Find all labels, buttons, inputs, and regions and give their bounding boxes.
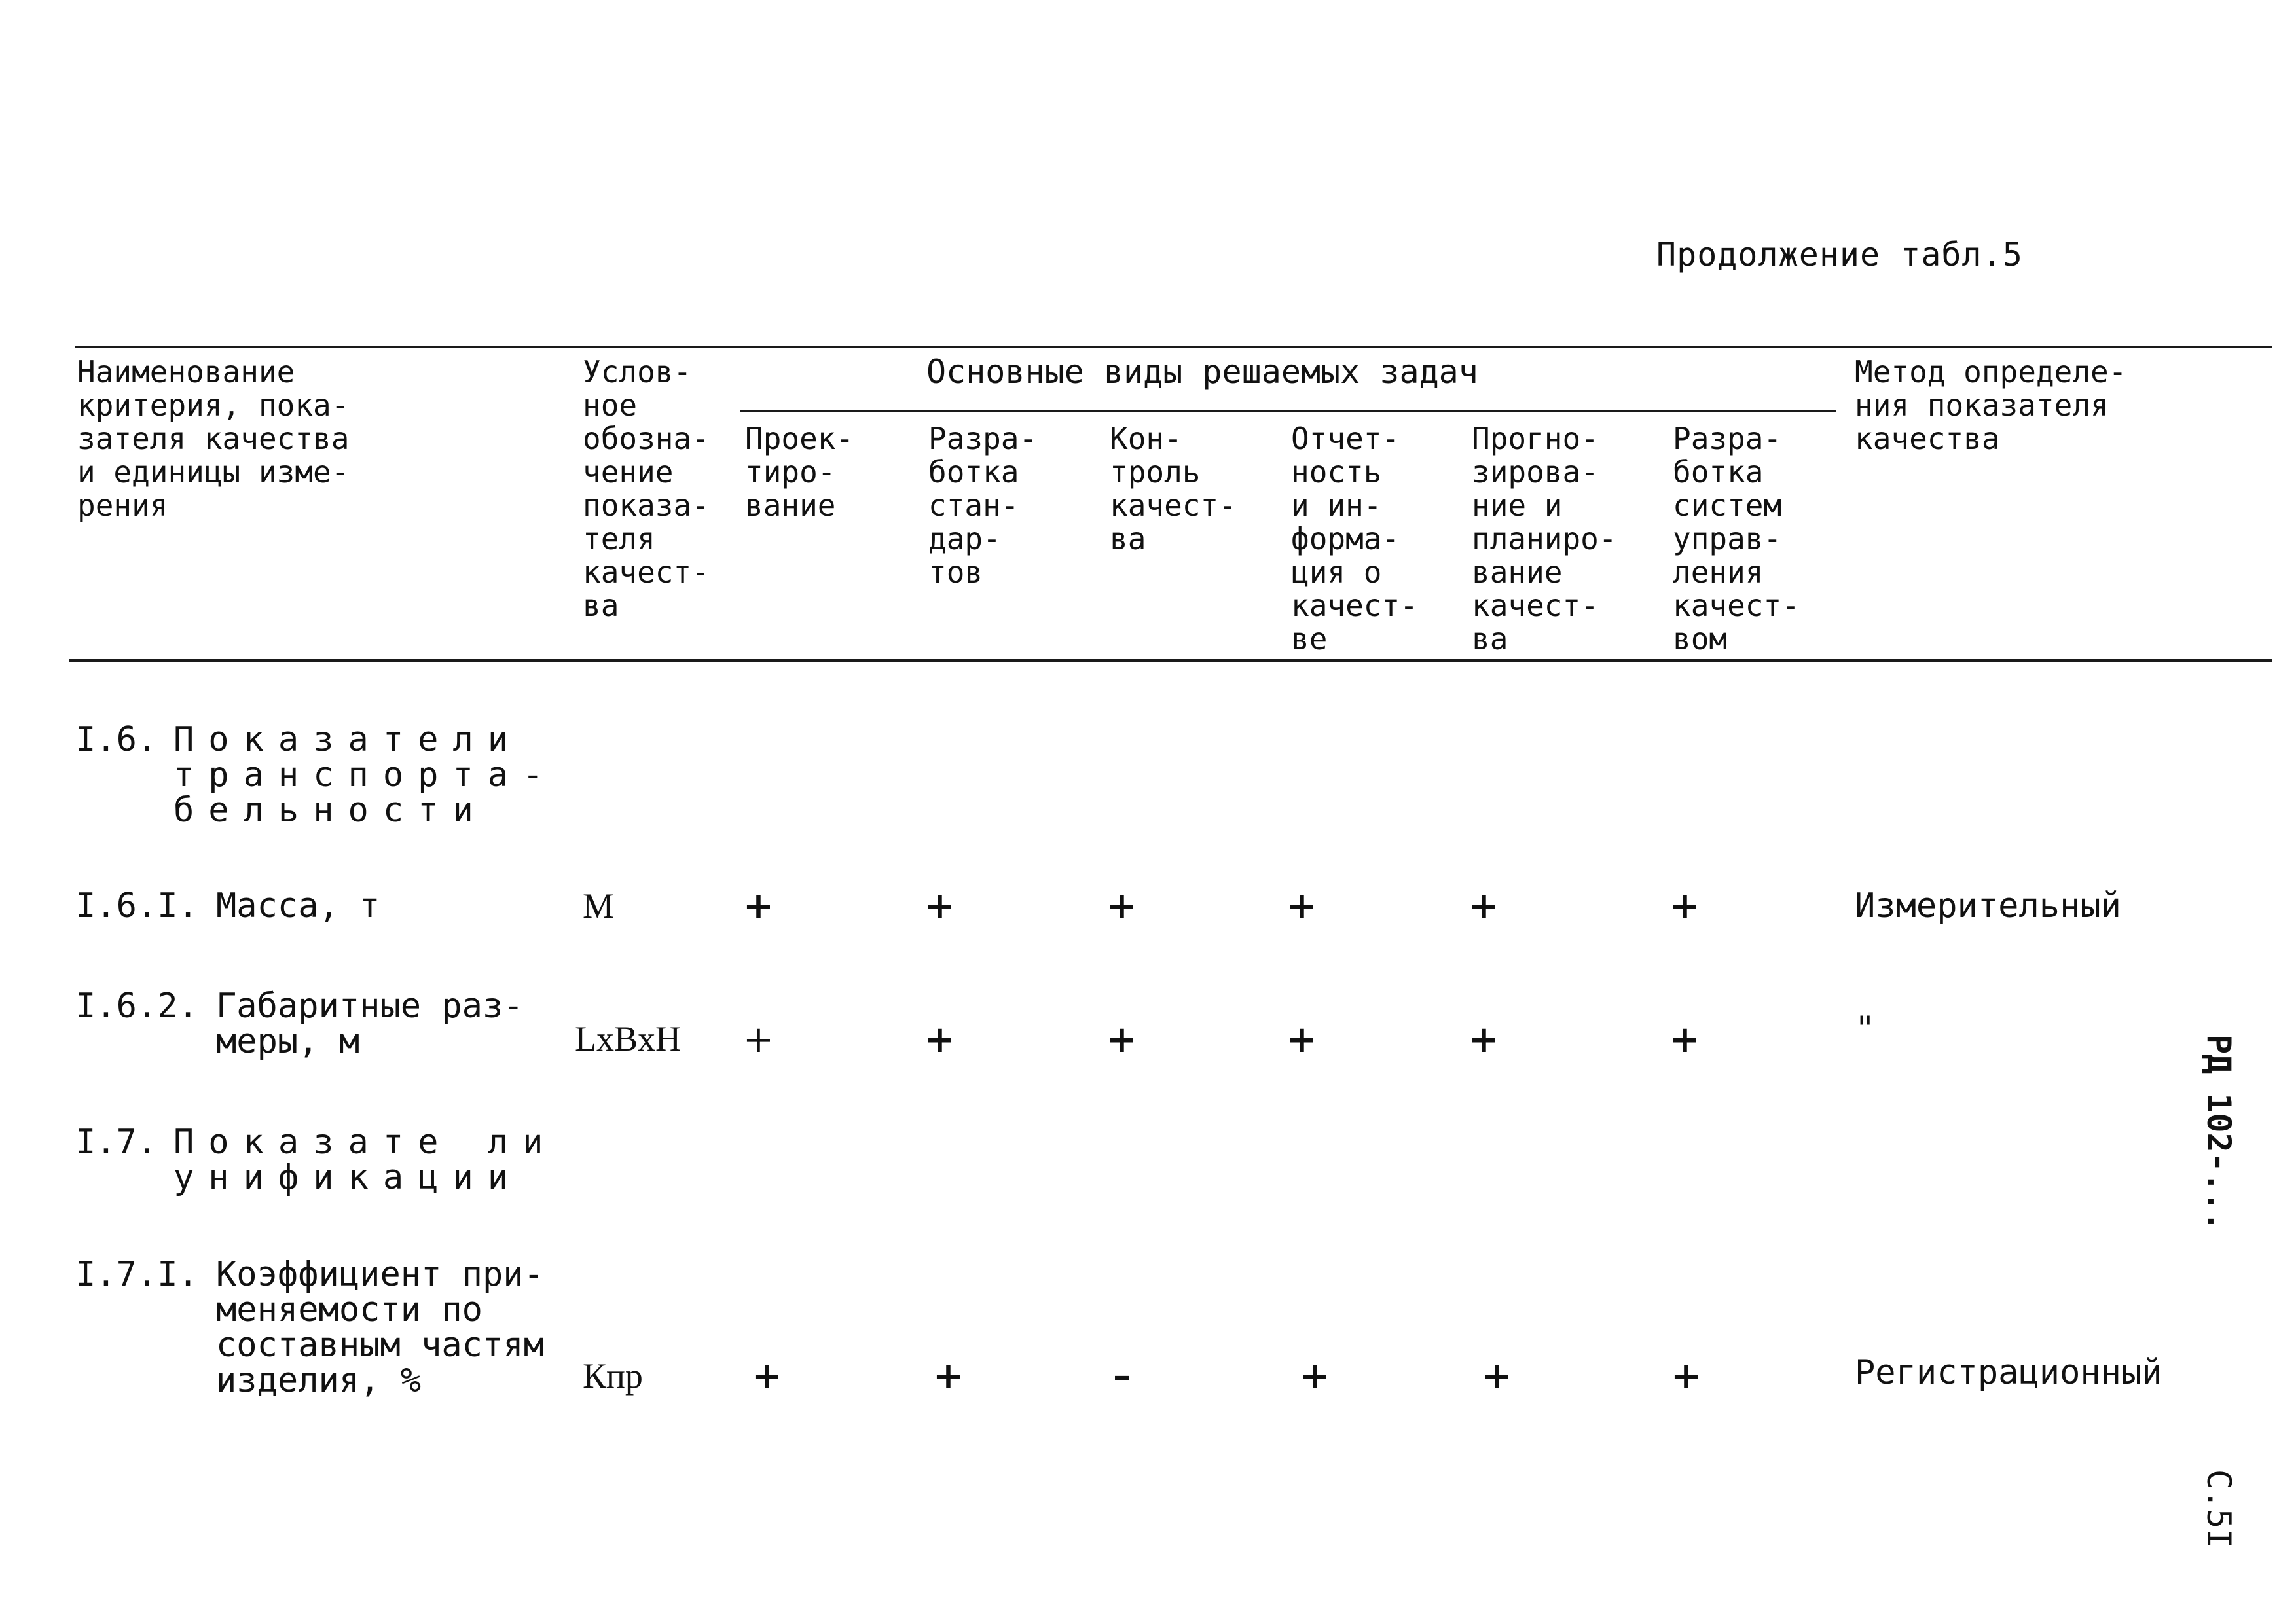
mark-forecasting: +: [1482, 1355, 1512, 1398]
row-indicator-name: Масса, т: [216, 886, 380, 926]
header-task-forecasting: Прогно- зирова- ние и планиро- вание качест- ва: [1472, 421, 1617, 657]
mark-forecasting: +: [1468, 885, 1499, 928]
mark-design: +: [752, 1355, 782, 1398]
header-task-reporting: Отчет- ность и ин- форма- ция о качест- ве: [1291, 421, 1418, 657]
document-code: РД 102-...: [2200, 1034, 2238, 1232]
section-number: I.6.: [75, 720, 158, 759]
mark-management: +: [1671, 1355, 1702, 1398]
row-method-ditto: ": [1855, 1009, 1876, 1049]
mark-management: +: [1669, 885, 1700, 928]
mark-management: +: [1669, 1019, 1700, 1061]
mark-reporting: +: [1300, 1355, 1330, 1398]
row-symbol: LxBxH: [575, 1019, 681, 1058]
section-number: I.7.: [75, 1123, 158, 1162]
row-method: Измерительный: [1855, 886, 2121, 926]
mark-forecasting: +: [1468, 1019, 1499, 1061]
row-symbol: М: [583, 886, 615, 926]
header-bottom-rule: [69, 659, 2272, 662]
mark-reporting: +: [1286, 885, 1317, 928]
header-task-control: Кон- троль качест- ва: [1110, 421, 1237, 556]
mark-control: +: [1106, 1019, 1137, 1061]
mark-control: +: [1106, 885, 1137, 928]
section-title: Показате ли унификации: [173, 1123, 558, 1197]
header-symbol-column: Услов- ное обозна- чение показа- теля качест- ва: [583, 354, 710, 623]
row-number: I.6.I.: [75, 886, 198, 926]
mark-control: –: [1113, 1355, 1131, 1398]
mark-standards: +: [933, 1355, 964, 1398]
row-method: Регистрационный: [1855, 1353, 2162, 1392]
section-title: Показатели транспорта- бельности: [173, 720, 558, 830]
header-top-rule: [75, 346, 2272, 348]
row-indicator-name: Габаритные раз- меры, м: [216, 986, 524, 1061]
mark-design: +: [743, 1019, 774, 1061]
row-number: I.6.2.: [75, 986, 198, 1026]
header-task-standards: Разра- ботка стан- дар- тов: [928, 421, 1038, 590]
header-name-column: Наименование критерия, пока- зателя качества и единицы изме- рения: [77, 354, 350, 523]
mark-standards: +: [924, 1019, 955, 1061]
row-indicator-name: Коэффициент при- меняемости по составным частям изделия, %: [216, 1255, 544, 1400]
row-symbol: Кпр: [583, 1356, 643, 1396]
table-caption: Продолжение табл.5: [1656, 236, 2023, 274]
header-method-column: Метод определе- ния показателя качества: [1855, 354, 2127, 456]
mark-design: +: [743, 885, 774, 928]
header-group-title: Основные виды решаемых задач: [926, 353, 1478, 391]
header-task-design: Проек- тиро- вание: [745, 421, 854, 523]
header-task-management: Разра- ботка систем управ- ления качест- вом: [1673, 421, 1800, 657]
mark-reporting: +: [1286, 1019, 1317, 1061]
mark-standards: +: [924, 885, 955, 928]
row-number: I.7.I.: [75, 1255, 198, 1294]
group-divider-rule: [740, 410, 1836, 412]
page-number: С.5I: [2200, 1470, 2238, 1549]
